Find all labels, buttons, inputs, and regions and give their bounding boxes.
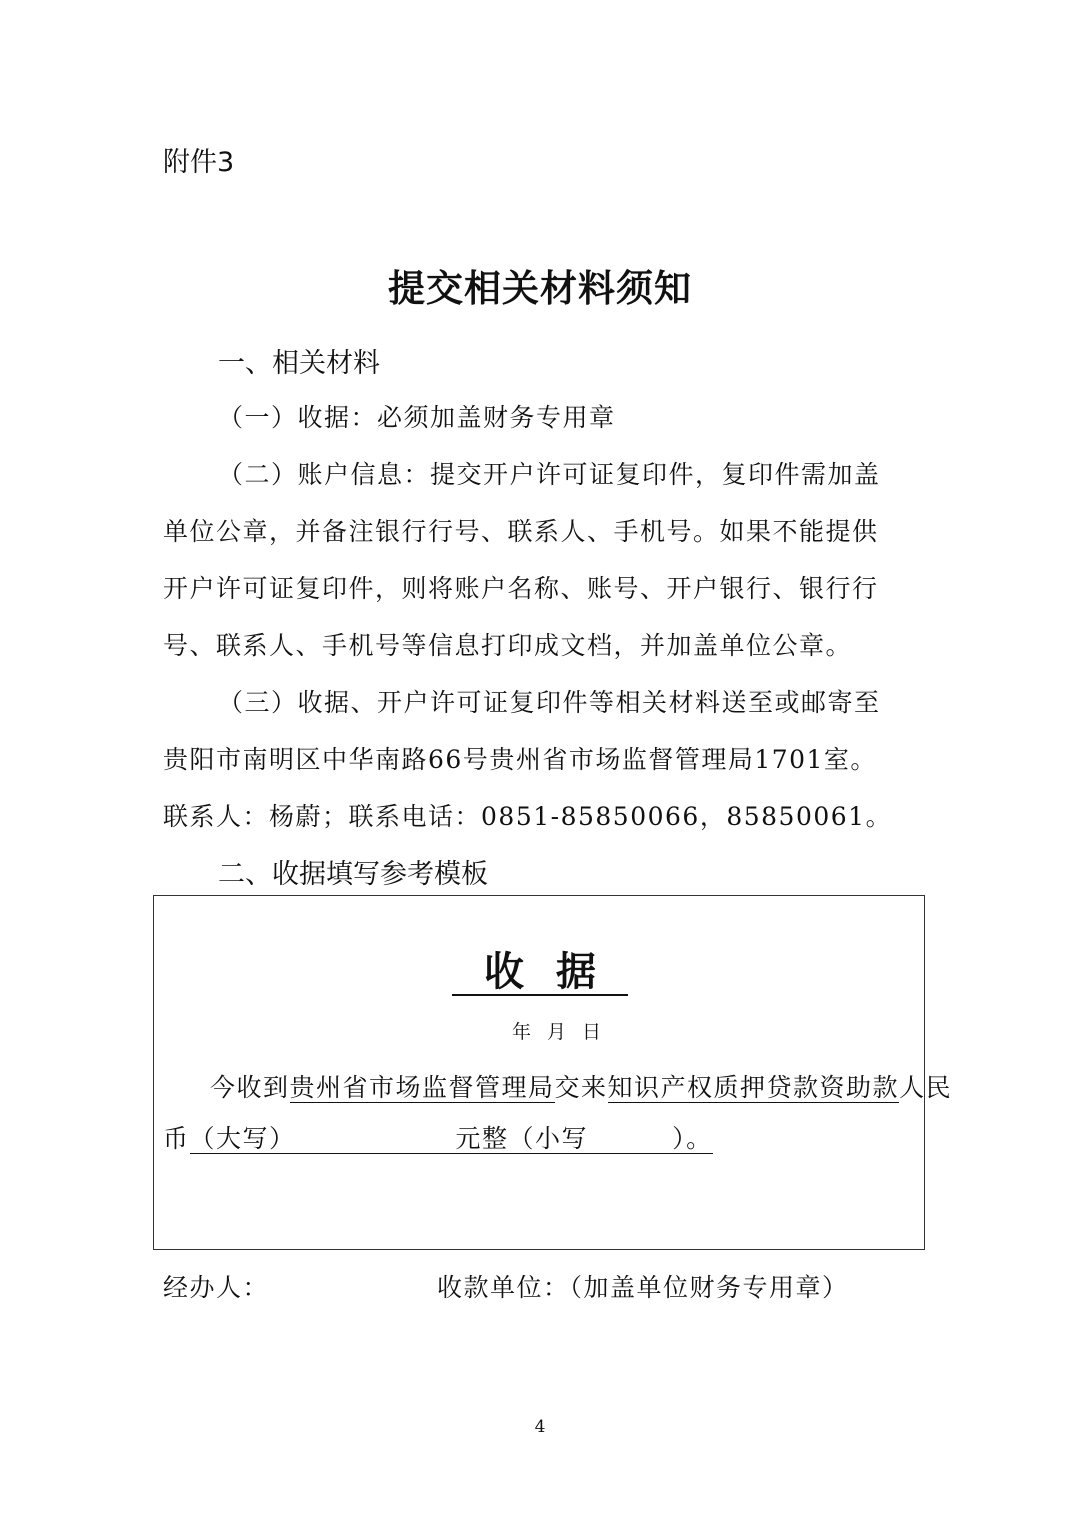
section1-item2-line2: 单位公章，并备注银行行号、联系人、手机号。如果不能提供 (163, 517, 879, 546)
receipt-title-text: 收据 (452, 950, 628, 996)
section1-item3-line1: （三）收据、开户许可证复印件等相关材料送至或邮寄至 (218, 688, 881, 717)
section1-item2-line3: 开户许可证复印件，则将账户名称、账号、开户银行、银行行 (163, 574, 879, 603)
receipt-amount-digits-label: （小写 (508, 1124, 589, 1153)
receipt-date: 年月日 (512, 1021, 618, 1043)
receipt-line2-prefix: 币 (163, 1124, 190, 1153)
footer-handler-label: 经办人： (163, 1273, 270, 1302)
receipt-payer: 贵州省市场监督管理局 (289, 1073, 555, 1102)
document-title: 提交相关材料须知 (388, 266, 692, 310)
section1-item3-line2: 贵阳市南明区中华南路66号贵州省市场监督管理局1701室。 (163, 745, 877, 774)
section1-item2-line1: （二）账户信息：提交开户许可证复印件，复印件需加盖 (218, 460, 881, 489)
receipt-title (0, 948, 1080, 996)
section2-heading: 二、收据填写参考模板 (218, 859, 488, 890)
receipt-amount-fill (190, 1124, 713, 1154)
receipt-line1-suffix: 人民 (899, 1073, 953, 1102)
receipt-line1-mid: 交来 (554, 1073, 608, 1102)
footer-payee-label: 收款单位：（加盖单位财务专用章） (437, 1273, 849, 1302)
receipt-amount-unit: 元整 (455, 1124, 509, 1153)
section1-item2-line4: 号、联系人、手机号等信息打印成文档，并加盖单位公章。 (163, 631, 853, 660)
section1-item3-line3: 联系人：杨蔚；联系电话：0851-85850066，85850061。 (163, 802, 893, 831)
receipt-line1 (210, 1068, 952, 1104)
page-number: 4 (534, 1417, 546, 1437)
receipt-amount-words-label: （大写） (189, 1124, 296, 1153)
receipt-line2 (163, 1119, 713, 1155)
receipt-amount-close: ）。 (672, 1124, 713, 1153)
receipt-line1-prefix: 今收到 (210, 1073, 290, 1102)
attachment-label: 附件3 (163, 147, 235, 178)
section1-item1: （一）收据：必须加盖财务专用章 (218, 403, 616, 432)
receipt-purpose: 知识产权质押贷款资助款 (607, 1073, 900, 1102)
section1-heading: 一、相关材料 (218, 348, 380, 379)
